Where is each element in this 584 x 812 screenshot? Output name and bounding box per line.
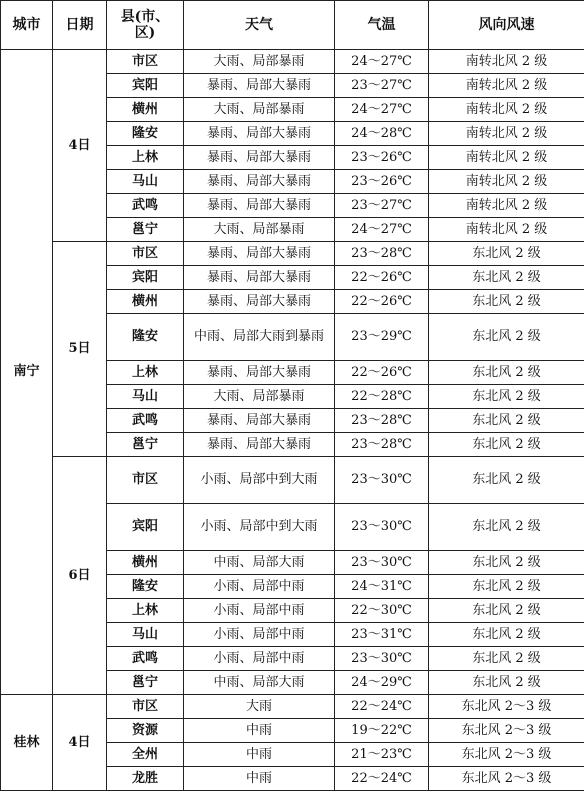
county-cell-text: 市区 bbox=[131, 472, 158, 487]
temperature-cell bbox=[335, 361, 429, 385]
weather-cell bbox=[184, 290, 335, 314]
county-cell bbox=[107, 194, 184, 218]
temperature-cell bbox=[335, 290, 429, 314]
weather-cell bbox=[184, 457, 335, 504]
county-cell bbox=[107, 599, 184, 623]
temperature-cell bbox=[335, 551, 429, 575]
wind-cell-text: 南转北风 2 级 bbox=[465, 149, 548, 165]
wind-cell bbox=[429, 623, 584, 647]
temperature-cell bbox=[335, 170, 429, 194]
weather-cell-text: 大雨 bbox=[245, 698, 272, 714]
header-temp: 气温 bbox=[335, 1, 429, 50]
temperature-cell-text: 22～24℃ bbox=[351, 770, 412, 786]
weather-cell-text: 暴雨、局部大暴雨 bbox=[206, 245, 311, 261]
weather-cell bbox=[184, 623, 335, 647]
weather-cell-text: 小雨、局部中雨 bbox=[213, 578, 305, 594]
county-cell-text: 全州 bbox=[131, 746, 158, 762]
temperature-cell-text: 23～30℃ bbox=[351, 554, 412, 570]
wind-cell bbox=[429, 242, 584, 266]
county-cell-text: 市区 bbox=[131, 698, 158, 714]
temperature-cell-text: 22～26℃ bbox=[351, 364, 412, 380]
temperature-cell-text: 23～28℃ bbox=[351, 245, 412, 261]
temperature-cell bbox=[335, 767, 429, 791]
wind-cell-text: 东北风 2～3 级 bbox=[461, 722, 552, 738]
weather-cell-text: 大雨、局部暴雨 bbox=[213, 53, 305, 69]
header-date: 日期 bbox=[53, 1, 107, 50]
weather-cell-text: 大雨、局部暴雨 bbox=[213, 101, 305, 117]
temperature-cell bbox=[335, 122, 429, 146]
weather-cell-text: 暴雨、局部大暴雨 bbox=[206, 173, 311, 189]
weather-cell-text: 小雨、局部中雨 bbox=[213, 602, 305, 618]
weather-cell bbox=[184, 146, 335, 170]
county-cell bbox=[107, 767, 184, 791]
wind-cell bbox=[429, 218, 584, 242]
temperature-cell-text: 23～30℃ bbox=[351, 519, 412, 534]
weather-cell-text: 小雨、局部中雨 bbox=[213, 650, 305, 666]
temperature-cell bbox=[335, 695, 429, 719]
county-cell-text: 资源 bbox=[131, 722, 158, 738]
wind-cell-text: 南转北风 2 级 bbox=[465, 197, 548, 213]
temperature-cell-text: 22～26℃ bbox=[351, 269, 412, 285]
weather-cell bbox=[184, 647, 335, 671]
wind-cell bbox=[429, 146, 584, 170]
county-cell bbox=[107, 314, 184, 361]
weather-cell bbox=[184, 361, 335, 385]
weather-cell-text: 暴雨、局部大暴雨 bbox=[206, 293, 311, 309]
wind-cell bbox=[429, 504, 584, 551]
county-cell-text: 市区 bbox=[131, 53, 158, 69]
county-cell-text: 龙胜 bbox=[131, 770, 158, 786]
wind-cell-text: 东北风 2 级 bbox=[472, 650, 541, 666]
county-cell bbox=[107, 671, 184, 695]
temperature-cell-text: 23～27℃ bbox=[351, 77, 412, 93]
wind-cell-text: 东北风 2～3 级 bbox=[461, 698, 552, 714]
wind-cell bbox=[429, 671, 584, 695]
temperature-cell-text: 24～31℃ bbox=[351, 578, 412, 594]
wind-cell bbox=[429, 170, 584, 194]
county-cell bbox=[107, 74, 184, 98]
temperature-cell-text: 23～27℃ bbox=[351, 197, 412, 213]
temperature-cell-text: 23～31℃ bbox=[351, 626, 412, 642]
wind-cell bbox=[429, 599, 584, 623]
county-cell bbox=[107, 433, 184, 457]
temperature-cell bbox=[335, 647, 429, 671]
wind-cell-text: 东北风 2 级 bbox=[472, 364, 541, 380]
weather-cell bbox=[184, 695, 335, 719]
weather-cell bbox=[184, 242, 335, 266]
weather-cell bbox=[184, 194, 335, 218]
wind-cell-text: 南转北风 2 级 bbox=[465, 101, 548, 117]
temperature-cell bbox=[335, 504, 429, 551]
county-cell-text: 隆安 bbox=[131, 578, 158, 594]
county-cell bbox=[107, 50, 184, 74]
county-cell bbox=[107, 457, 184, 504]
temperature-cell bbox=[335, 98, 429, 122]
temperature-cell bbox=[335, 74, 429, 98]
county-cell bbox=[107, 647, 184, 671]
county-cell-text: 武鸣 bbox=[131, 412, 158, 428]
wind-cell bbox=[429, 457, 584, 504]
county-cell-text: 邕宁 bbox=[131, 674, 158, 690]
weather-cell bbox=[184, 551, 335, 575]
temperature-cell-text: 21～23℃ bbox=[351, 746, 412, 762]
wind-cell-text: 南转北风 2 级 bbox=[465, 173, 548, 189]
county-cell-text: 横州 bbox=[131, 101, 158, 117]
county-cell bbox=[107, 623, 184, 647]
county-cell bbox=[107, 146, 184, 170]
wind-cell-text: 东北风 2 级 bbox=[472, 578, 541, 594]
county-cell-text: 横州 bbox=[131, 293, 158, 309]
wind-cell bbox=[429, 767, 584, 791]
wind-cell bbox=[429, 719, 584, 743]
temperature-cell-text: 23～26℃ bbox=[351, 149, 412, 165]
wind-cell-text: 东北风 2 级 bbox=[472, 472, 541, 487]
county-cell-text: 马山 bbox=[131, 388, 158, 404]
county-cell-text: 市区 bbox=[131, 245, 158, 261]
weather-cell-text: 暴雨、局部大暴雨 bbox=[206, 77, 311, 93]
wind-cell bbox=[429, 551, 584, 575]
weather-cell bbox=[184, 599, 335, 623]
county-cell bbox=[107, 551, 184, 575]
county-cell-text: 马山 bbox=[131, 173, 158, 189]
temperature-cell bbox=[335, 719, 429, 743]
header-county bbox=[107, 1, 184, 50]
county-cell bbox=[107, 409, 184, 433]
weather-cell bbox=[184, 218, 335, 242]
temperature-cell-text: 23～30℃ bbox=[351, 650, 412, 666]
temperature-cell-text: 23～30℃ bbox=[351, 472, 412, 487]
wind-cell bbox=[429, 385, 584, 409]
weather-cell-text: 中雨 bbox=[245, 722, 272, 738]
county-cell-text: 宾阳 bbox=[131, 77, 158, 93]
temperature-cell bbox=[335, 146, 429, 170]
table-row bbox=[1, 242, 584, 266]
temperature-cell-text: 24～28℃ bbox=[351, 125, 412, 141]
city-cell: 南宁 bbox=[1, 50, 53, 695]
temperature-cell-text: 22～24℃ bbox=[351, 698, 412, 714]
wind-cell-text: 东北风 2 级 bbox=[472, 674, 541, 690]
wind-cell-text: 南转北风 2 级 bbox=[465, 77, 548, 93]
wind-cell bbox=[429, 194, 584, 218]
county-cell bbox=[107, 122, 184, 146]
header-county-label: 县(市、区) bbox=[120, 9, 170, 41]
weather-cell-text: 中雨 bbox=[245, 770, 272, 786]
weather-cell bbox=[184, 409, 335, 433]
wind-cell bbox=[429, 50, 584, 74]
wind-cell bbox=[429, 361, 584, 385]
weather-cell-text: 暴雨、局部大暴雨 bbox=[206, 197, 311, 213]
county-cell bbox=[107, 242, 184, 266]
weather-cell-text: 中雨、局部大雨到暴雨 bbox=[193, 329, 324, 344]
weather-cell bbox=[184, 504, 335, 551]
wind-cell-text: 东北风 2 级 bbox=[472, 626, 541, 642]
date-cell: 4日 bbox=[53, 695, 107, 791]
temperature-cell bbox=[335, 314, 429, 361]
temperature-cell bbox=[335, 194, 429, 218]
county-cell bbox=[107, 361, 184, 385]
county-cell-text: 隆安 bbox=[131, 125, 158, 141]
header-city: 城市 bbox=[1, 1, 53, 50]
table-row bbox=[1, 695, 584, 719]
wind-cell bbox=[429, 74, 584, 98]
weather-cell-text: 小雨、局部中雨 bbox=[213, 626, 305, 642]
county-cell-text: 武鸣 bbox=[131, 197, 158, 213]
county-cell-text: 宾阳 bbox=[131, 269, 158, 285]
wind-cell-text: 南转北风 2 级 bbox=[465, 221, 548, 237]
county-cell-text: 马山 bbox=[131, 626, 158, 642]
weather-cell bbox=[184, 98, 335, 122]
temperature-cell bbox=[335, 242, 429, 266]
temperature-cell-text: 23～29℃ bbox=[351, 329, 412, 344]
date-cell: 6日 bbox=[53, 457, 107, 695]
wind-cell-text: 东北风 2 级 bbox=[472, 412, 541, 428]
temperature-cell-text: 23～26℃ bbox=[351, 173, 412, 189]
county-cell bbox=[107, 218, 184, 242]
temperature-cell-text: 23～28℃ bbox=[351, 436, 412, 452]
temperature-cell-text: 22～28℃ bbox=[351, 388, 412, 404]
wind-cell bbox=[429, 575, 584, 599]
table-row bbox=[1, 457, 584, 504]
wind-cell-text: 东北风 2 级 bbox=[472, 269, 541, 285]
wind-cell-text: 东北风 2～3 级 bbox=[461, 746, 552, 762]
weather-cell bbox=[184, 385, 335, 409]
temperature-cell-text: 24～29℃ bbox=[351, 674, 412, 690]
wind-cell-text: 东北风 2 级 bbox=[472, 554, 541, 570]
wind-cell-text: 东北风 2 级 bbox=[472, 329, 541, 344]
weather-cell bbox=[184, 74, 335, 98]
temperature-cell-text: 22～30℃ bbox=[351, 602, 412, 618]
weather-cell bbox=[184, 122, 335, 146]
weather-cell-text: 暴雨、局部大暴雨 bbox=[206, 269, 311, 285]
wind-cell bbox=[429, 695, 584, 719]
weather-cell bbox=[184, 671, 335, 695]
county-cell bbox=[107, 385, 184, 409]
wind-cell-text: 东北风 2 级 bbox=[472, 293, 541, 309]
wind-cell bbox=[429, 314, 584, 361]
header-weather: 天气 bbox=[184, 1, 335, 50]
temperature-cell-text: 24～27℃ bbox=[351, 53, 412, 69]
temperature-cell bbox=[335, 385, 429, 409]
wind-cell bbox=[429, 122, 584, 146]
date-cell: 5日 bbox=[53, 242, 107, 457]
weather-cell bbox=[184, 575, 335, 599]
header-row bbox=[1, 1, 584, 50]
temperature-cell bbox=[335, 671, 429, 695]
county-cell-text: 邕宁 bbox=[131, 436, 158, 452]
weather-cell bbox=[184, 767, 335, 791]
temperature-cell-text: 23～28℃ bbox=[351, 412, 412, 428]
wind-cell-text: 东北风 2 级 bbox=[472, 436, 541, 452]
weather-cell-text: 小雨、局部中到大雨 bbox=[200, 519, 318, 534]
wind-cell bbox=[429, 433, 584, 457]
weather-cell bbox=[184, 50, 335, 74]
weather-cell bbox=[184, 314, 335, 361]
county-cell bbox=[107, 266, 184, 290]
weather-cell-text: 大雨、局部暴雨 bbox=[213, 221, 305, 237]
county-cell bbox=[107, 504, 184, 551]
county-cell bbox=[107, 743, 184, 767]
county-cell-text: 上林 bbox=[131, 364, 158, 380]
weather-cell-text: 大雨、局部暴雨 bbox=[213, 388, 305, 404]
county-cell-text: 武鸣 bbox=[131, 650, 158, 666]
wind-cell bbox=[429, 743, 584, 767]
temperature-cell-text: 24～27℃ bbox=[351, 221, 412, 237]
wind-cell-text: 东北风 2 级 bbox=[472, 602, 541, 618]
date-cell: 4日 bbox=[53, 50, 107, 242]
weather-cell bbox=[184, 266, 335, 290]
weather-cell bbox=[184, 743, 335, 767]
wind-cell bbox=[429, 98, 584, 122]
header-wind: 风向风速 bbox=[429, 1, 584, 50]
city-cell: 桂林 bbox=[1, 695, 53, 791]
weather-cell-text: 暴雨、局部大暴雨 bbox=[206, 149, 311, 165]
wind-cell bbox=[429, 290, 584, 314]
county-cell bbox=[107, 290, 184, 314]
weather-cell bbox=[184, 433, 335, 457]
county-cell-text: 横州 bbox=[131, 554, 158, 570]
weather-cell-text: 暴雨、局部大暴雨 bbox=[206, 436, 311, 452]
county-cell-text: 宾阳 bbox=[131, 519, 158, 534]
wind-cell-text: 东北风 2 级 bbox=[472, 519, 541, 534]
temperature-cell bbox=[335, 457, 429, 504]
wind-cell-text: 东北风 2 级 bbox=[472, 388, 541, 404]
county-cell-text: 隆安 bbox=[131, 329, 158, 344]
weather-cell-text: 暴雨、局部大暴雨 bbox=[206, 125, 311, 141]
wind-cell-text: 南转北风 2 级 bbox=[465, 125, 548, 141]
wind-cell-text: 东北风 2～3 级 bbox=[461, 770, 552, 786]
county-cell bbox=[107, 575, 184, 599]
weather-cell bbox=[184, 719, 335, 743]
wind-cell bbox=[429, 647, 584, 671]
temperature-cell bbox=[335, 266, 429, 290]
temperature-cell bbox=[335, 743, 429, 767]
table-body bbox=[1, 50, 584, 791]
weather-cell-text: 中雨、局部大雨 bbox=[213, 674, 305, 690]
temperature-cell bbox=[335, 218, 429, 242]
weather-cell-text: 小雨、局部中到大雨 bbox=[200, 472, 318, 487]
weather-cell-text: 暴雨、局部大暴雨 bbox=[206, 412, 311, 428]
temperature-cell bbox=[335, 409, 429, 433]
wind-cell-text: 南转北风 2 级 bbox=[465, 53, 548, 69]
county-cell bbox=[107, 719, 184, 743]
weather-cell bbox=[184, 170, 335, 194]
wind-cell bbox=[429, 409, 584, 433]
weather-cell-text: 中雨、局部大雨 bbox=[213, 554, 305, 570]
temperature-cell bbox=[335, 50, 429, 74]
temperature-cell bbox=[335, 623, 429, 647]
county-cell bbox=[107, 98, 184, 122]
temperature-cell bbox=[335, 599, 429, 623]
wind-cell-text: 东北风 2 级 bbox=[472, 245, 541, 261]
temperature-cell-text: 22～26℃ bbox=[351, 293, 412, 309]
table-row bbox=[1, 50, 584, 74]
temperature-cell bbox=[335, 433, 429, 457]
temperature-cell-text: 24～27℃ bbox=[351, 101, 412, 117]
temperature-cell-text: 19～22℃ bbox=[351, 722, 412, 738]
county-cell-text: 邕宁 bbox=[131, 221, 158, 237]
county-cell-text: 上林 bbox=[131, 149, 158, 165]
county-cell bbox=[107, 695, 184, 719]
weather-cell-text: 暴雨、局部大暴雨 bbox=[206, 364, 311, 380]
county-cell-text: 上林 bbox=[131, 602, 158, 618]
temperature-cell bbox=[335, 575, 429, 599]
county-cell bbox=[107, 170, 184, 194]
weather-cell-text: 中雨 bbox=[245, 746, 272, 762]
wind-cell bbox=[429, 266, 584, 290]
